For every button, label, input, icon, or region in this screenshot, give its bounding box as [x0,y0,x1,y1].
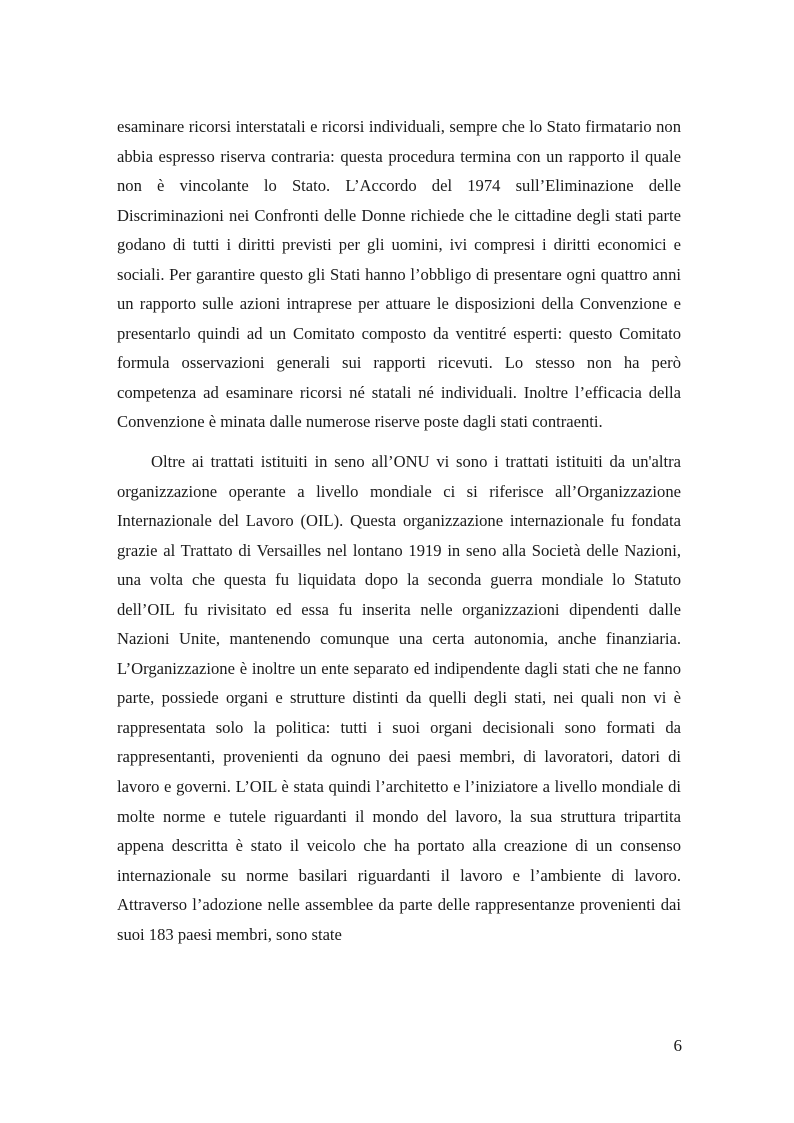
body-text [117,112,681,949]
page-number: 6 [673,1036,682,1055]
paragraph-continued: esaminare ricorsi interstatali e ricorsi individuali, sempre che lo Stato firmatario non abbia espresso riserva contraria: questa procedura termina con un rapporto il quale non è vincolante lo Stato. L’Accordo del 1974 sull’Eliminazione delle Discriminazioni nei Confronti delle Donne richiede che le cittadine degli stati parte godano di tutti i diritti previsti per gli uomini, ivi compresi i diritti economici e sociali. Per garantire questo gli Stati hanno l’obbligo di presentare ogni quattro anni un rapporto sulle azioni intraprese per attuare le disposizioni della Convenzione e presentarlo quindi ad un Comitato composto da ventitré esperti: questo Comitato formula osservazioni generali sui rapporti ricevuti. Lo stesso non ha però competenza ad esaminare ricorsi né statali né individuali. Inoltre l’efficacia della Convenzione è minata dalle numerose riserve poste dagli stati contraenti. [117,117,681,432]
paragraph-oil: Oltre ai trattati istituiti in seno all’ONU vi sono i trattati istituiti da un'altra organizzazione operante a livello mondiale ci si riferisce all’Organizzazione Internazionale del Lavoro (OIL). Questa organizzazione internazionale fu fondata grazie al Trattato di Versailles nel lontano 1919 in seno alla Società delle Nazioni, una volta che questa fu liquidata dopo la seconda guerra mondiale lo Statuto dell’OIL fu rivisitato ed essa fu inserita nelle organizzazioni dipendenti dalle Nazioni Unite, mantenendo comunque una certa autonomia, anche finanziaria. L’Organizzazione è inoltre un ente separato ed indipendente dagli stati che ne fanno parte, possiede organi e strutture distinti da quelli degli stati, nei quali non vi è rappresentata solo la politica: tutti i suoi organi decisionali sono formati da rappresentanti, provenienti da ognuno dei paesi membri, di lavoratori, datori di lavoro e governi. L’OIL è stata quindi l’architetto e l’iniziatore a livello mondiale di molte norme e tutele riguardanti il mondo del lavoro, la sua struttura tripartita appena descritta è stato il veicolo che ha portato alla creazione di un consenso internazionale su norme basilari riguardanti il lavoro e l’ambiente di lavoro. Attraverso l’adozione nelle assemblee da parte delle rappresentanze provenienti dai suoi 183 paesi membri, sono state [117,452,681,944]
